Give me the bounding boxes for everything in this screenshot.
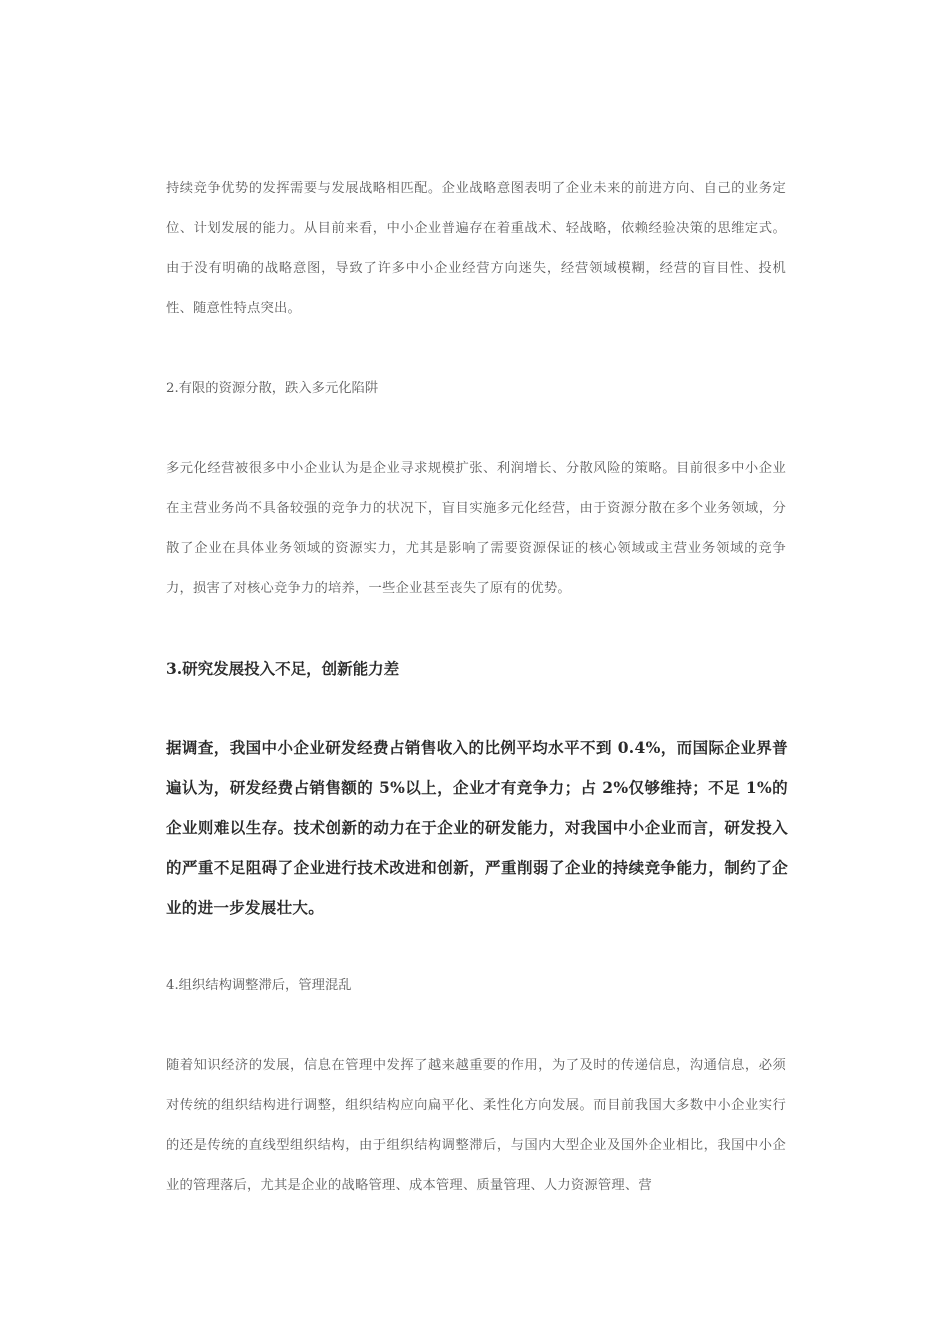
paragraph-organization: 随着知识经济的发展，信息在管理中发挥了越来越重要的作用，为了及时的传递信息，沟通信息，必须对传统的组织结构进行调整，组织结构应向扁平化、柔性化方向发展。而目前我国大多数中小企业实行的还是传统的直线型组织结构，由于组织结构调整滞后，与国内大型企业及国外企业相比，我国中小企业的管理落后，尤其是企业的战略管理、成本管理、质量管理、人力资源管理、营 xyxy=(166,1058,786,1193)
paragraph-diversification: 多元化经营被很多中小企业认为是企业寻求规模扩张、利润增长、分散风险的策略。目前很多中小企业在主营业务尚不具备较强的竞争力的状况下，盲目实施多元化经营，由于资源分散在多个业务领域，分散了企业在具体业务领域的资源实力，尤其是影响了需要资源保证的核心领域或主营业务领域的竞争力，损害了对核心竞争力的培养，一些企业甚至丧失了原有的优势。 xyxy=(166,461,786,596)
section-heading-diversification: 2.有限的资源分散，跌入多元化陷阱 xyxy=(166,381,379,396)
section-heading-organization: 4.组织结构调整滞后，管理混乱 xyxy=(166,978,352,993)
paragraph-rnd: 据调查，我国中小企业研发经费占销售收入的比例平均水平不到 0.4%，而国际企业界普遍认为，研发经费占销售额的 5%以上，企业才有竞争力；占 2%仅够维持；不足 1%的企业则难以生存。技术创新的动力在于企业的研发能力，对我国中小企业而言，研发投入的严重不足阻碍了企业进行技术改进和创新，严重削弱了企业的持续竞争能力，制约了企业的进一步发展壮大。 xyxy=(166,738,788,917)
section-heading-rnd: 3.研究发展投入不足，创新能力差 xyxy=(166,659,400,678)
paragraph-strategic-intent: 持续竞争优势的发挥需要与发展战略相匹配。企业战略意图表明了企业未来的前进方向、自己的业务定位、计划发展的能力。从目前来看，中小企业普遍存在着重战术、轻战略，依赖经验决策的思维定式。由于没有明确的战略意图，导致了许多中小企业经营方向迷失，经营领域模糊，经营的盲目性、投机性、随意性特点突出。 xyxy=(166,181,786,316)
